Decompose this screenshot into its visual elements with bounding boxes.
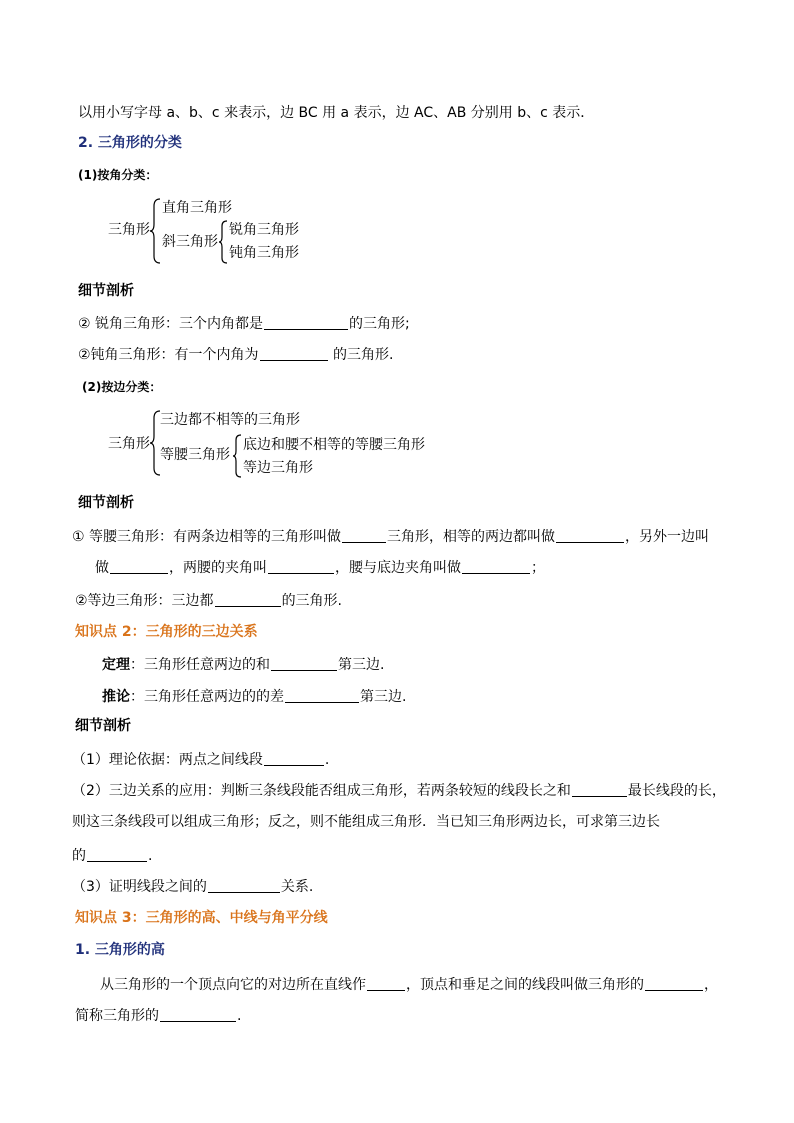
tree-root-angle: 三角形: [108, 222, 150, 238]
detail-prove-text: （3）证明线段之间的: [72, 879, 207, 895]
detail-prove-line: [72, 877, 313, 896]
altitude-line2: [75, 1006, 241, 1025]
point2-heading: 知识点 2：三角形的三边关系: [75, 624, 258, 640]
theorem-text: ：三角形任意两边的和: [130, 657, 270, 673]
altitude-text-a: 从三角形的一个顶点向它的对边所在直线作: [100, 977, 366, 993]
by-angle-heading: (1)按角分类：: [78, 168, 158, 182]
detail-apply-text-d: 的: [72, 848, 86, 864]
theorem-line: [102, 655, 384, 674]
detail-apply-line2: 则这三条线段可以组成三角形；反之，则不能组成三角形．当已知三角形两边长，可求第三边长: [72, 814, 660, 830]
detail-theory-line: [72, 750, 329, 769]
detail-prove-end: 关系.: [280, 879, 314, 895]
detail-heading-1: 细节剖析: [78, 283, 134, 299]
altitude-text-b: ，顶点和垂足之间的线段叫做三角形的: [406, 977, 644, 993]
detail-iso-text-f: ，腰与底边夹角叫做: [335, 560, 461, 576]
blank-altitude-name[interactable]: [645, 975, 703, 991]
detail-heading-2: 细节剖析: [78, 495, 134, 511]
detail-apply-text-a: （2）三边关系的应用：判断三条线段能否组成三角形，若两条较短的线段长之和: [72, 783, 571, 799]
tree-acute-triangle: 锐角三角形: [229, 222, 299, 238]
detail-acute-line: [78, 314, 410, 333]
blank-iso-vertex-angle[interactable]: [268, 558, 334, 574]
detail-theory-text: （1）理论依据：两点之间线段: [72, 752, 263, 768]
detail-iso-text-b: 三角形，相等的两边都叫做: [387, 529, 555, 545]
section-heading-classification: 2. 三角形的分类: [78, 135, 182, 151]
detail-iso-line1: [72, 527, 709, 546]
tree-oblique-triangle: 斜三角形: [162, 234, 218, 250]
tree-isosceles: 等腰三角形: [160, 447, 230, 463]
detail-eq-text-b: 的三角形.: [281, 593, 343, 609]
detail-apply-line3: [72, 846, 152, 865]
detail-iso-text-a: ① 等腰三角形：有两条边相等的三角形叫做: [72, 529, 341, 545]
blank-iso-legs[interactable]: [556, 527, 624, 543]
brace-angle-oblique: [219, 220, 229, 264]
blank-apply-range[interactable]: [87, 846, 147, 862]
point3-heading: 知识点 3：三角形的高、中线与角平分线: [75, 910, 328, 926]
blank-iso-type[interactable]: [342, 527, 386, 543]
detail-heading-3: 细节剖析: [75, 718, 131, 734]
detail-apply-text-e: .: [148, 848, 153, 864]
detail-iso-line2: [95, 558, 545, 577]
altitude-text-c: ，: [704, 977, 718, 993]
altitude-text-e: .: [237, 1008, 242, 1024]
blank-obtuse[interactable]: [260, 345, 328, 361]
blank-iso-base[interactable]: [110, 558, 168, 574]
detail-apply-text-b: 最长线段的长，: [627, 783, 726, 799]
blank-prove[interactable]: [208, 877, 280, 893]
brace-side-isosceles: [233, 434, 243, 478]
tree-equilateral: 等边三角形: [243, 460, 313, 476]
altitude-line1: [100, 975, 718, 994]
intro-text: 以用小写字母 a、b、c 来表示，边 BC 用 a 表示，边 AC、AB 分别用 b、c 表示．: [78, 105, 595, 121]
theorem-end: 第三边.: [338, 657, 385, 673]
altitude-subheading: 1. 三角形的高: [75, 942, 165, 958]
detail-obtuse-text: ②钝角三角形：有一个内角为: [78, 347, 259, 363]
detail-obtuse-line: [78, 345, 393, 364]
tree-iso-not-equilateral: 底边和腰不相等的等腰三角形: [243, 437, 425, 453]
detail-apply-line1: [72, 781, 726, 800]
detail-equilateral-line: [75, 591, 342, 610]
by-side-heading: (2)按边分类：: [82, 380, 162, 394]
detail-acute-text: ② 锐角三角形：三个内角都是: [78, 316, 264, 332]
detail-iso-text-d: 做: [95, 560, 109, 576]
blank-iso-base-angle[interactable]: [462, 558, 530, 574]
blank-theory[interactable]: [264, 750, 324, 766]
blank-apply-sum[interactable]: [572, 781, 627, 797]
corollary-label: 推论: [102, 689, 130, 705]
theorem-label: 定理: [102, 657, 130, 673]
blank-acute[interactable]: [264, 314, 348, 330]
detail-obtuse-end: 的三角形.: [328, 347, 394, 363]
blank-altitude-perp[interactable]: [367, 975, 405, 991]
corollary-text: ：三角形任意两边的的差: [130, 689, 284, 705]
blank-theorem[interactable]: [271, 655, 337, 671]
blank-altitude-short[interactable]: [160, 1006, 236, 1022]
tree-root-side: 三角形: [108, 436, 150, 452]
blank-corollary[interactable]: [285, 687, 359, 703]
tree-right-triangle: 直角三角形: [162, 200, 232, 216]
tree-obtuse-triangle: 钝角三角形: [229, 245, 299, 261]
detail-theory-end: .: [324, 752, 330, 768]
detail-iso-text-e: ，两腰的夹角叫: [169, 560, 267, 576]
corollary-end: 第三边.: [360, 689, 407, 705]
detail-iso-text-c: ，另外一边叫: [625, 529, 709, 545]
brace-angle-main: [150, 198, 162, 264]
corollary-line: [102, 687, 406, 706]
tree-scalene: 三边都不相等的三角形: [160, 412, 300, 428]
altitude-text-d: 简称三角形的: [75, 1008, 159, 1024]
detail-acute-end: 的三角形;: [349, 316, 410, 332]
detail-eq-text-a: ②等边三角形：三边都: [75, 593, 214, 609]
detail-iso-text-g: ；: [531, 560, 545, 576]
blank-equilateral[interactable]: [215, 591, 281, 607]
